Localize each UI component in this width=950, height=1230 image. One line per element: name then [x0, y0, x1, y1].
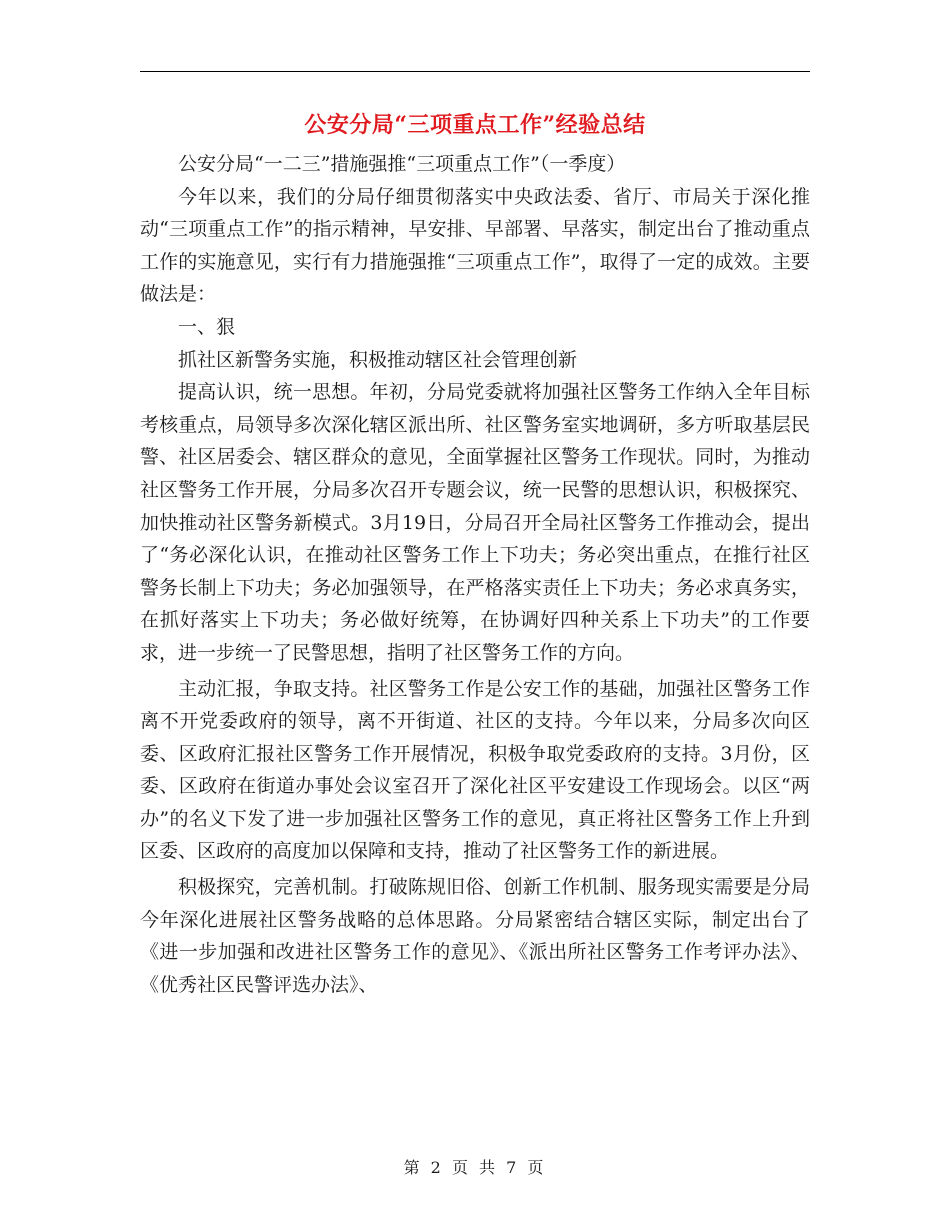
body-paragraph: 主动汇报，争取支持。社区警务工作是公安工作的基础，加强社区警务工作离不开党委政府的领导，离不开街道、社区的支持。今年以来，分局多次向区委、区政府汇报社区警务工作开展情况，积极争取党委政府的支持。3月份，区委、区政府在街道办事处会议室召开了深化社区平安建设工作现场会。以区“两办”的名义下发了进一步加强社区警务工作的意见，真正将社区警务工作上升到区委、区政府的高度加以保障和支持，推动了社区警务工作的新进展。	[140, 677, 810, 863]
document-body	[140, 148, 810, 1001]
header-rule	[140, 71, 810, 72]
body-paragraph: 提高认识，统一思想。年初，分局党委就将加强社区警务工作纳入全年目标考核重点，局领导多次深化辖区派出所、社区警务室实地调研，多方听取基层民警、社区居委会、辖区群众的意见，全面掌握社区警务工作现状。同时，为推动社区警务工作开展，分局多次召开专题会议，统一民警的思想认识，积极探究、加快推动社区警务新模式。3月19日，分局召开全局社区警务工作推动会，提出了“务必深化认识，在推动社区警务工作上下功夫；务必突出重点，在推行社区警务长制上下功夫；务必加强领导，在严格落实责任上下功夫；务必求真务实，在抓好落实上下功夫；务必做好统筹，在协调好四种关系上下功夫”的工作要求，进一步统一了民警思想，指明了社区警务工作的方向。	[140, 381, 810, 664]
section-heading: 一、狠	[178, 315, 236, 338]
page-number: 第 2 页 共 7 页	[403, 1158, 547, 1177]
body-paragraph: 积极探究，完善机制。打破陈规旧俗、创新工作机制、服务现实需要是分局今年深化进展社区警务战略的总体思路。分局紧密结合辖区实际，制定出台了《进一步加强和改进社区警务工作的意见》、《派出所社区警务工作考评办法》、《优秀社区民警评选办法》、	[140, 876, 810, 996]
section-subheading: 抓社区新警务实施，积极推动辖区社会管理创新	[178, 348, 578, 371]
subtitle-line: 公安分局“一二三”措施强推“三项重点工作”（一季度）	[178, 153, 626, 175]
body-paragraph: 今年以来，我们的分局仔细贯彻落实中央政法委、省厅、市局关于深化推动“三项重点工作”的指示精神，早安排、早部署、早落实，制定出台了推动重点工作的实施意见，实行有力措施强推“三项重点工作”，取得了一定的成效。主要做法是：	[140, 185, 810, 306]
document-title: 公安分局“三项重点工作”经验总结	[304, 112, 646, 138]
